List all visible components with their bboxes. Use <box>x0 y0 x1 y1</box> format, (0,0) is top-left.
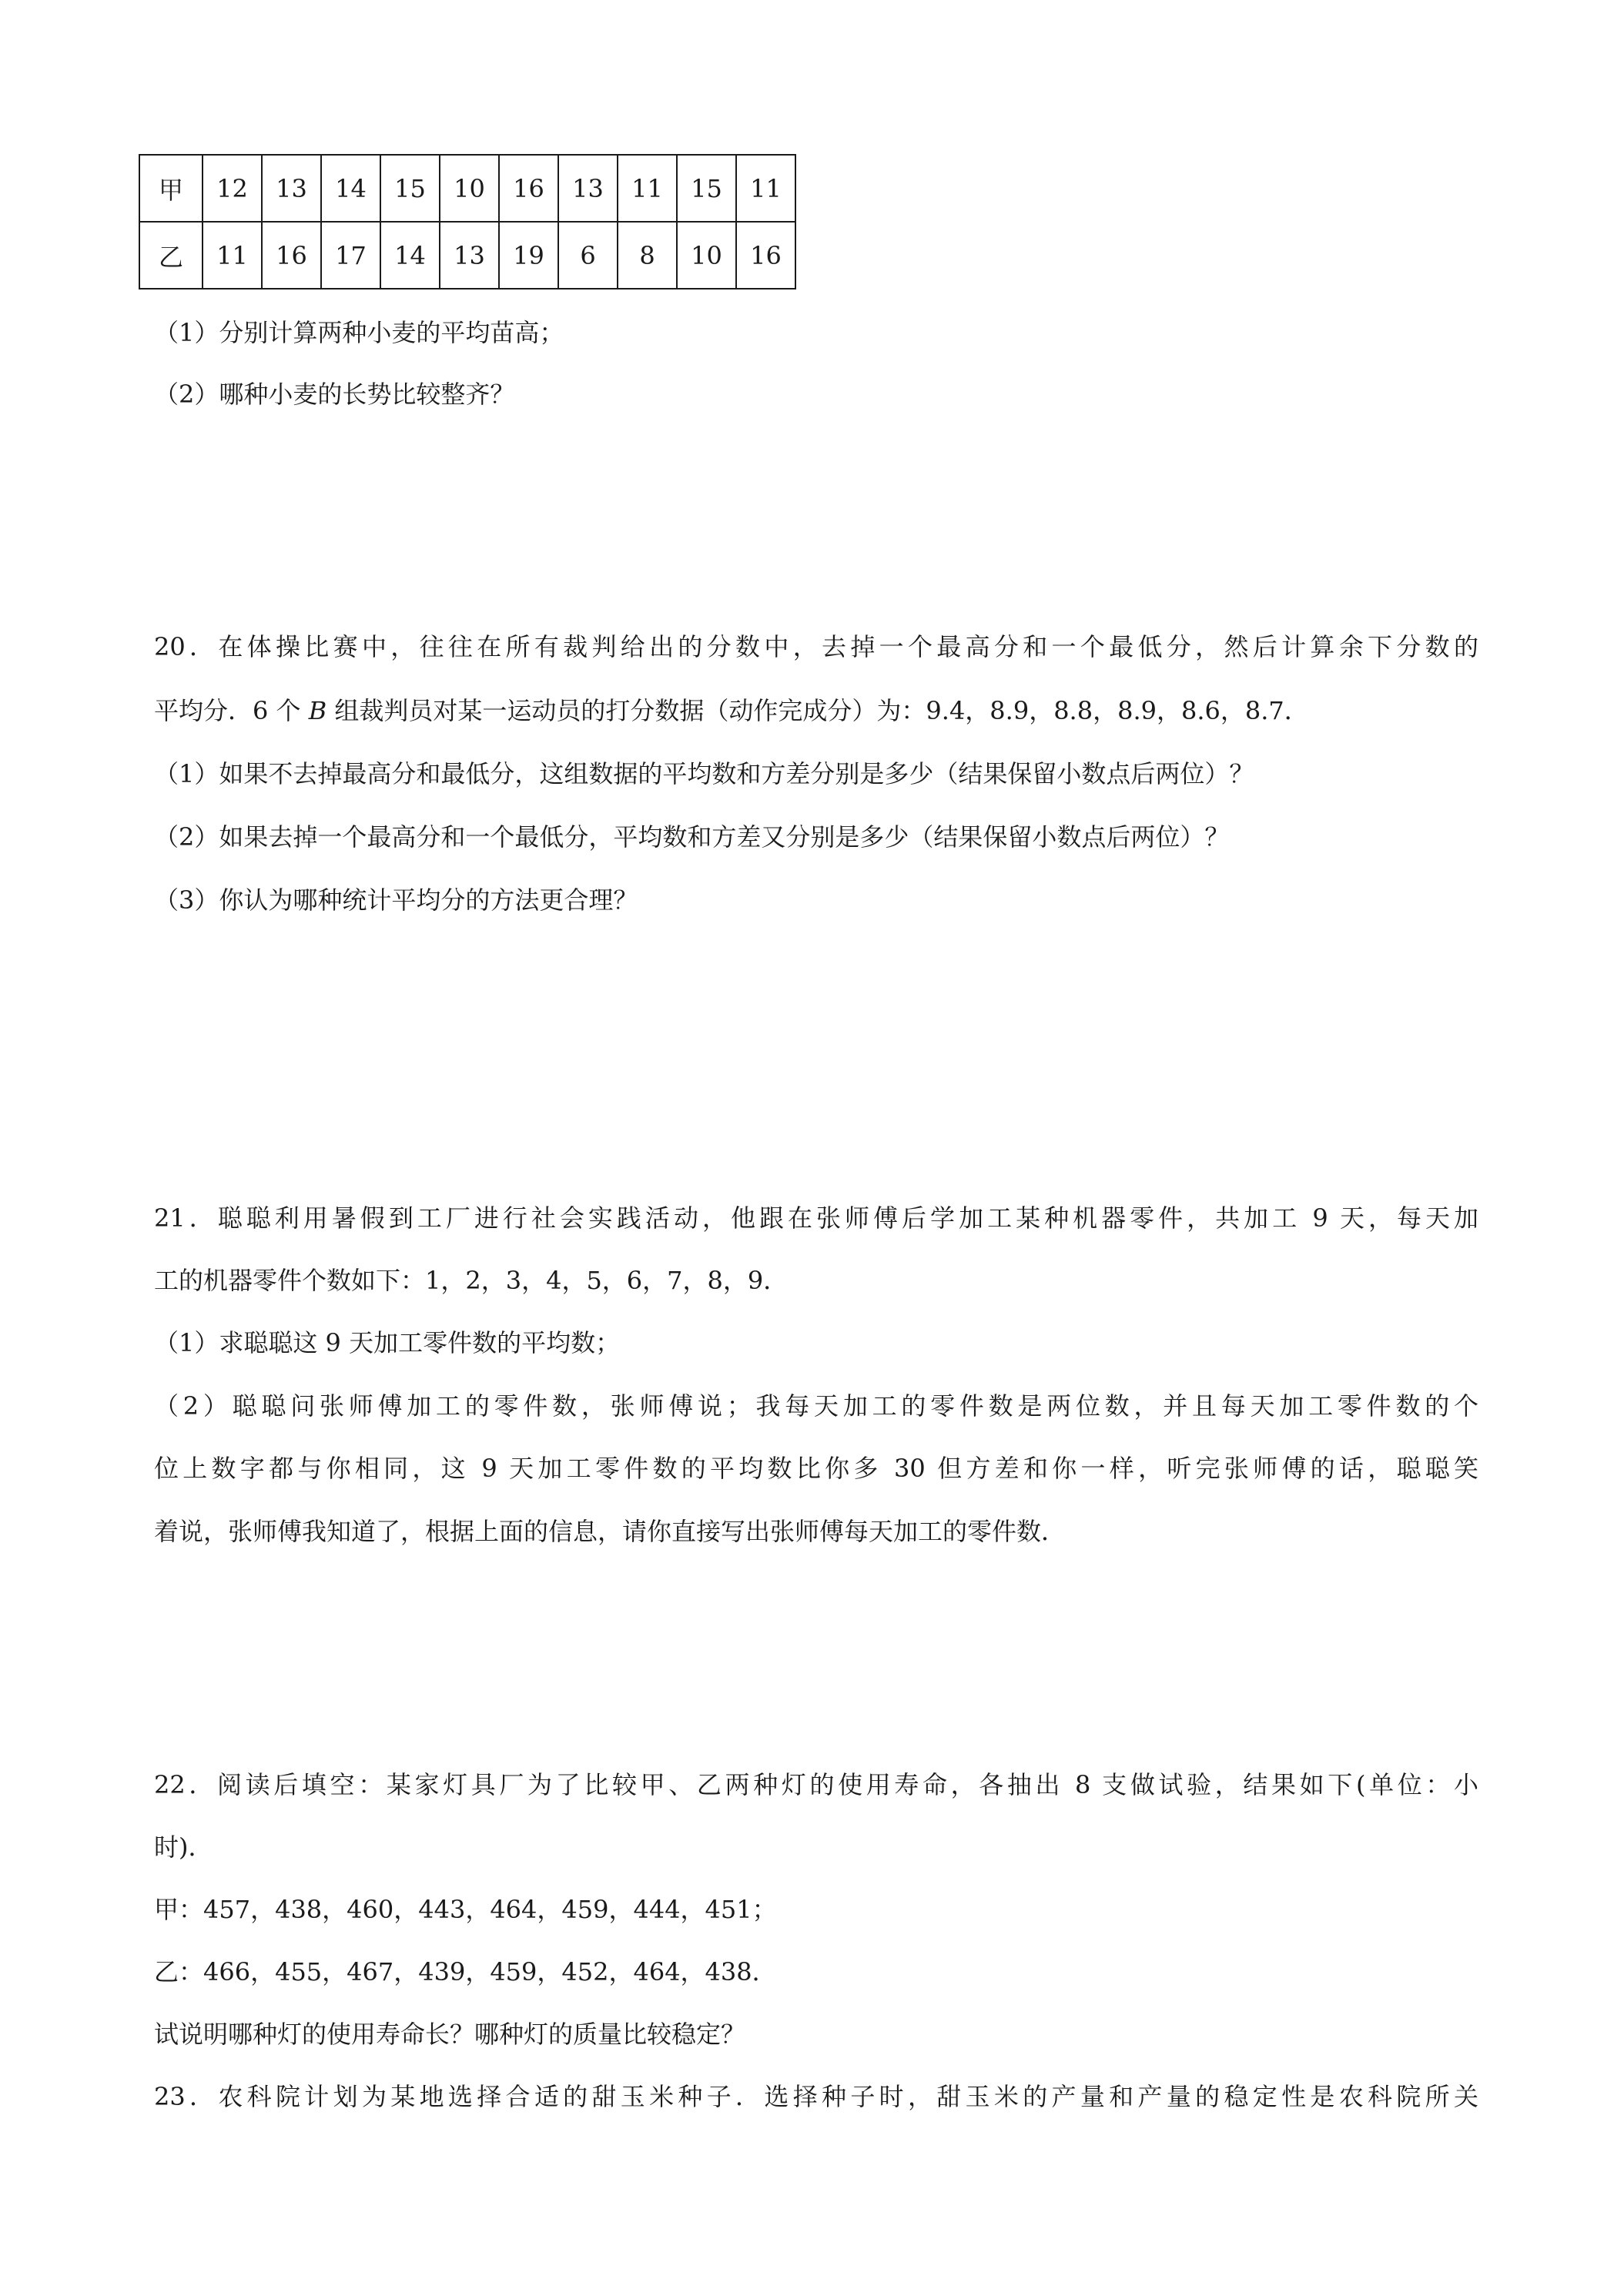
table-row-label: 甲 <box>139 155 203 222</box>
table-cell: 11 <box>203 222 262 289</box>
q20-part2: （2）如果去掉一个最高分和一个最低分，平均数和方差又分别是多少（结果保留小数点后两位）？ <box>154 822 1230 852</box>
table-cell: 6 <box>558 222 618 289</box>
table-row <box>139 155 795 222</box>
table-row-label: 乙 <box>139 222 203 289</box>
q19-part2: （2）哪种小麦的长势比较整齐？ <box>154 380 515 409</box>
q22-question: 试说明哪种灯的使用寿命长？哪种灯的质量比较稳定？ <box>154 2020 746 2049</box>
table-cell: 19 <box>499 222 558 289</box>
q20-line1: 20．在体操比赛中，往往在所有裁判给出的分数中，去掉一个最高分和一个最低分，然后计算余下分数的 <box>154 632 1478 661</box>
q22-line1: 22．阅读后填空：某家灯具厂为了比较甲、乙两种灯的使用寿命，各抽出 8 支做试验，结果如下(单位：小 <box>154 1770 1478 1799</box>
table-cell: 13 <box>558 155 618 222</box>
q21-part2-line1: （2）聪聪问张师傅加工的零件数，张师傅说；我每天加工的零件数是两位数，并且每天加工零件数的个 <box>154 1391 1478 1421</box>
table-cell: 14 <box>321 155 380 222</box>
table-cell: 10 <box>677 222 736 289</box>
q19-part1: （1）分别计算两种小麦的平均苗高； <box>154 318 564 347</box>
q21-part2-line3: 着说，张师傅我知道了，根据上面的信息，请你直接写出张师傅每天加工的零件数． <box>154 1517 1066 1546</box>
table-cell: 15 <box>380 155 440 222</box>
q20-part1: （1）如果不去掉最高分和最低分，这组数据的平均数和方差分别是多少（结果保留小数点后两位）？ <box>154 759 1254 788</box>
table-cell: 17 <box>321 222 380 289</box>
q23-line1: 23．农科院计划为某地选择合适的甜玉米种子．选择种子时，甜玉米的产量和产量的稳定性是农科院所关 <box>154 2082 1478 2111</box>
q20-part3: （3）你认为哪种统计平均分的方法更合理？ <box>154 885 638 915</box>
q22-yi-data: 乙：466，455，467，439，459，452，464，438． <box>154 1957 777 1986</box>
seedling-height-table <box>139 154 796 290</box>
q21-part1: （1）求聪聪这 9 天加工零件数的平均数； <box>154 1328 621 1357</box>
q22-line2: 时)． <box>154 1832 213 1862</box>
table-cell: 16 <box>262 222 321 289</box>
table-row <box>139 222 795 289</box>
table-cell: 10 <box>440 155 499 222</box>
q21-part2-line2: 位上数字都与你相同，这 9 天加工零件数的平均数比你多 30 但方差和你一样，听完张师傅的话，聪聪笑 <box>154 1454 1478 1483</box>
table-cell: 15 <box>677 155 736 222</box>
table-cell: 14 <box>380 222 440 289</box>
table-cell: 16 <box>736 222 795 289</box>
q21-line2: 工的机器零件个数如下：1，2，3，4，5，6，7，8，9． <box>154 1266 789 1295</box>
q21-line1: 21．聪聪利用暑假到工厂进行社会实践活动，他跟在张师傅后学加工某种机器零件，共加工 9 天，每天加 <box>154 1203 1478 1233</box>
q20-line2: 平均分．6 个 B 组裁判员对某一运动员的打分数据（动作完成分）为：9.4，8.9，8.8，8.9，8.6，8.7． <box>154 696 1309 725</box>
table-cell: 12 <box>203 155 262 222</box>
table-cell: 8 <box>618 222 677 289</box>
q22-jia-data: 甲：457，438，460，443，464，459，444，451； <box>154 1895 777 1924</box>
table-cell: 11 <box>618 155 677 222</box>
table-cell: 13 <box>440 222 499 289</box>
table-cell: 13 <box>262 155 321 222</box>
table-cell: 11 <box>736 155 795 222</box>
table-cell: 16 <box>499 155 558 222</box>
